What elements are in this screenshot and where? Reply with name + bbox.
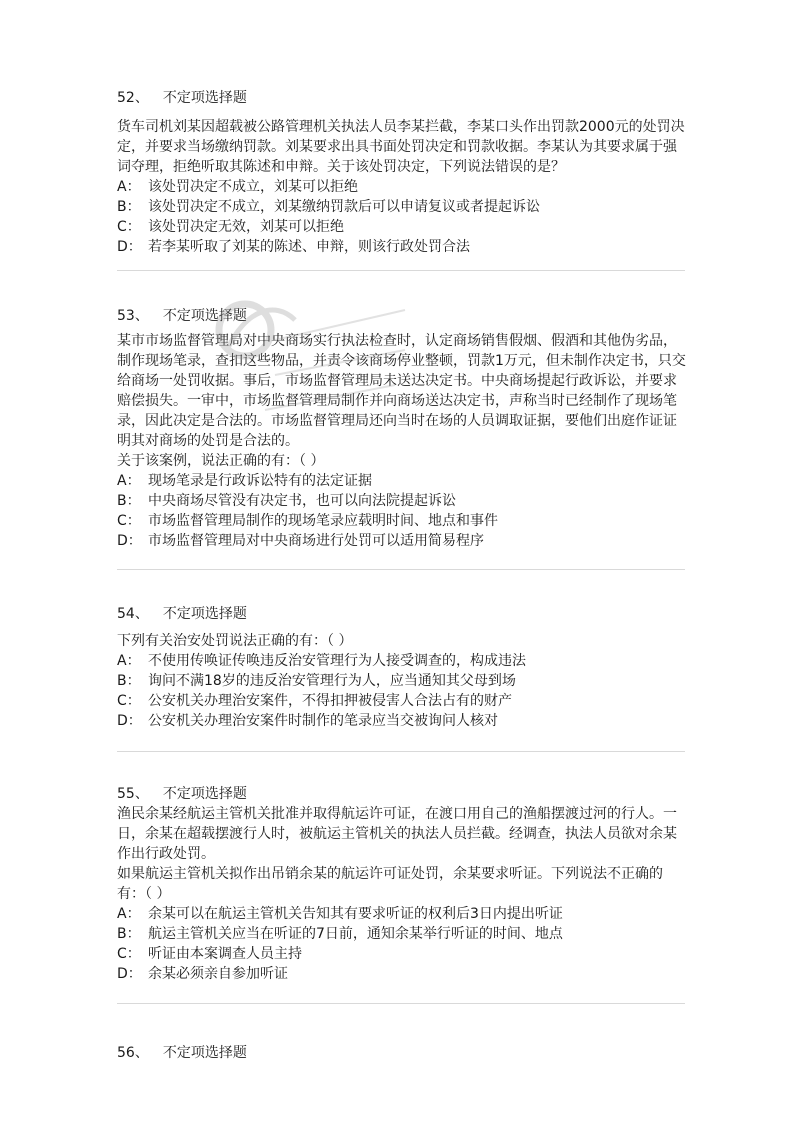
option-letter: C： xyxy=(117,219,141,235)
option-letter: D： xyxy=(117,966,142,982)
option-b[interactable] xyxy=(117,671,687,691)
option-d[interactable] xyxy=(117,711,687,731)
option-a[interactable] xyxy=(117,471,687,491)
option-letter: B： xyxy=(117,673,141,689)
option-letter: B： xyxy=(117,493,141,509)
question-stem: 渔民余某经航运主管机关批准并取得航运许可证，在渡口用自己的渔船摆渡过河的行人。一日，余某在超载摆渡行人时，被航运主管机关的执法人员拦截。经调查，执法人员欲对余某作出行政处罚。 xyxy=(117,806,677,862)
option-text: 询问不满18岁的违反治安管理行为人，应当通知其父母到场 xyxy=(148,673,516,689)
question-separator: 、 xyxy=(134,786,149,802)
option-letter: C： xyxy=(117,946,141,962)
question-55 xyxy=(117,784,687,984)
question-divider xyxy=(117,751,685,752)
option-text: 该处罚决定不成立，刘某可以拒绝 xyxy=(148,179,358,195)
option-c[interactable] xyxy=(117,511,687,531)
question-type: 不定项选择题 xyxy=(162,786,247,802)
option-d[interactable] xyxy=(117,237,687,257)
option-text: 该处罚决定无效，刘某可以拒绝 xyxy=(148,219,344,235)
question-stem: 货车司机刘某因超载被公路管理机关执法人员李某拦截，李某口头作出罚款2000元的处罚决定，并要求当场缴纳罚款。刘某要求出具书面处罚决定和罚款收据。李某认为其要求属于强词夺理，拒绝听取其陈述和申辩。关于该处罚决定，下列说法错误的是？ xyxy=(117,119,685,175)
option-letter: C： xyxy=(117,513,141,529)
question-prompt: 如果航运主管机关拟作出吊销余某的航运许可证处罚，余某要求听证。下列说法不正确的有：（ ） xyxy=(117,866,663,902)
option-c[interactable] xyxy=(117,691,687,711)
option-text: 余某可以在航运主管机关告知其有要求听证的权利后3日内提出听证 xyxy=(148,906,563,922)
question-56 xyxy=(117,1043,687,1063)
option-letter: D： xyxy=(117,533,142,549)
question-separator: 、 xyxy=(134,90,149,106)
question-type: 不定项选择题 xyxy=(162,308,247,324)
option-text: 若李某听取了刘某的陈述、申辩，则该行政处罚合法 xyxy=(148,239,470,255)
option-text: 公安机关办理治安案件时制作的笔录应当交被询问人核对 xyxy=(148,713,498,729)
option-text: 听证由本案调查人员主持 xyxy=(148,946,302,962)
question-divider xyxy=(117,270,685,271)
option-text: 航运主管机关应当在听证的7日前，通知余某举行听证的时间、地点 xyxy=(148,926,563,942)
question-header xyxy=(117,306,687,326)
question-header xyxy=(117,88,687,108)
option-a[interactable] xyxy=(117,177,687,197)
question-prompt: 关于该案例，说法正确的有：（ ） xyxy=(117,453,325,469)
question-type: 不定项选择题 xyxy=(162,1045,247,1061)
option-letter: A： xyxy=(117,906,141,922)
option-text: 现场笔录是行政诉讼特有的法定证据 xyxy=(148,473,372,489)
question-number: 55 xyxy=(117,786,135,802)
option-text: 余某必须亲自参加听证 xyxy=(148,966,288,982)
question-type: 不定项选择题 xyxy=(162,606,247,622)
question-separator: 、 xyxy=(134,606,149,622)
option-a[interactable] xyxy=(117,904,687,924)
option-a[interactable] xyxy=(117,651,687,671)
question-number: 54 xyxy=(117,606,135,622)
question-header xyxy=(117,1043,687,1063)
question-number: 53 xyxy=(117,308,135,324)
question-divider xyxy=(117,569,685,570)
option-letter: A： xyxy=(117,653,141,669)
option-letter: C： xyxy=(117,693,141,709)
question-52 xyxy=(117,88,687,257)
question-divider xyxy=(117,1003,685,1004)
option-letter: A： xyxy=(117,179,141,195)
question-separator: 、 xyxy=(134,1045,149,1061)
question-separator: 、 xyxy=(134,308,149,324)
question-header xyxy=(117,604,687,624)
option-text: 该处罚决定不成立，刘某缴纳罚款后可以申请复议或者提起诉讼 xyxy=(148,199,540,215)
option-b[interactable] xyxy=(117,924,687,944)
question-type: 不定项选择题 xyxy=(162,90,247,106)
option-letter: A： xyxy=(117,473,141,489)
option-letter: D： xyxy=(117,713,142,729)
option-text: 公安机关办理治安案件，不得扣押被侵害人合法占有的财产 xyxy=(148,693,512,709)
question-54 xyxy=(117,604,687,731)
question-header xyxy=(117,784,687,804)
option-c[interactable] xyxy=(117,217,687,237)
option-b[interactable] xyxy=(117,491,687,511)
question-number: 52 xyxy=(117,90,135,106)
option-d[interactable] xyxy=(117,964,687,984)
option-c[interactable] xyxy=(117,944,687,964)
question-stem: 某市市场监督管理局对中央商场实行执法检查时，认定商场销售假烟、假酒和其他伪劣品，制作现场笔录，查扣这些物品，并责令该商场停业整顿，罚款1万元，但未制作决定书，只交给商场一处罚收据。事后，市场监督管理局未送达决定书。中央商场提起行政诉讼，并要求赔偿损失。一审中，市场监督管理局制作并向商场送达决定书，声称当时已经制作了现场笔录，因此决定是合法的。市场监督管理局还向当时在场的人员调取证据，要他们出庭作证证明其对商场的处罚是合法的。 xyxy=(117,333,686,449)
option-letter: B： xyxy=(117,199,141,215)
option-d[interactable] xyxy=(117,531,687,551)
question-number: 56 xyxy=(117,1045,135,1061)
question-53 xyxy=(117,306,687,551)
option-text: 市场监督管理局对中央商场进行处罚可以适用简易程序 xyxy=(148,533,484,549)
option-text: 市场监督管理局制作的现场笔录应载明时间、地点和事件 xyxy=(148,513,498,529)
option-text: 不使用传唤证传唤违反治安管理行为人接受调查的，构成违法 xyxy=(148,653,526,669)
option-b[interactable] xyxy=(117,197,687,217)
option-text: 中央商场尽管没有决定书，也可以向法院提起诉讼 xyxy=(148,493,456,509)
option-letter: D： xyxy=(117,239,142,255)
question-stem: 下列有关治安处罚说法正确的有：（ ） xyxy=(117,633,353,649)
option-letter: B： xyxy=(117,926,141,942)
